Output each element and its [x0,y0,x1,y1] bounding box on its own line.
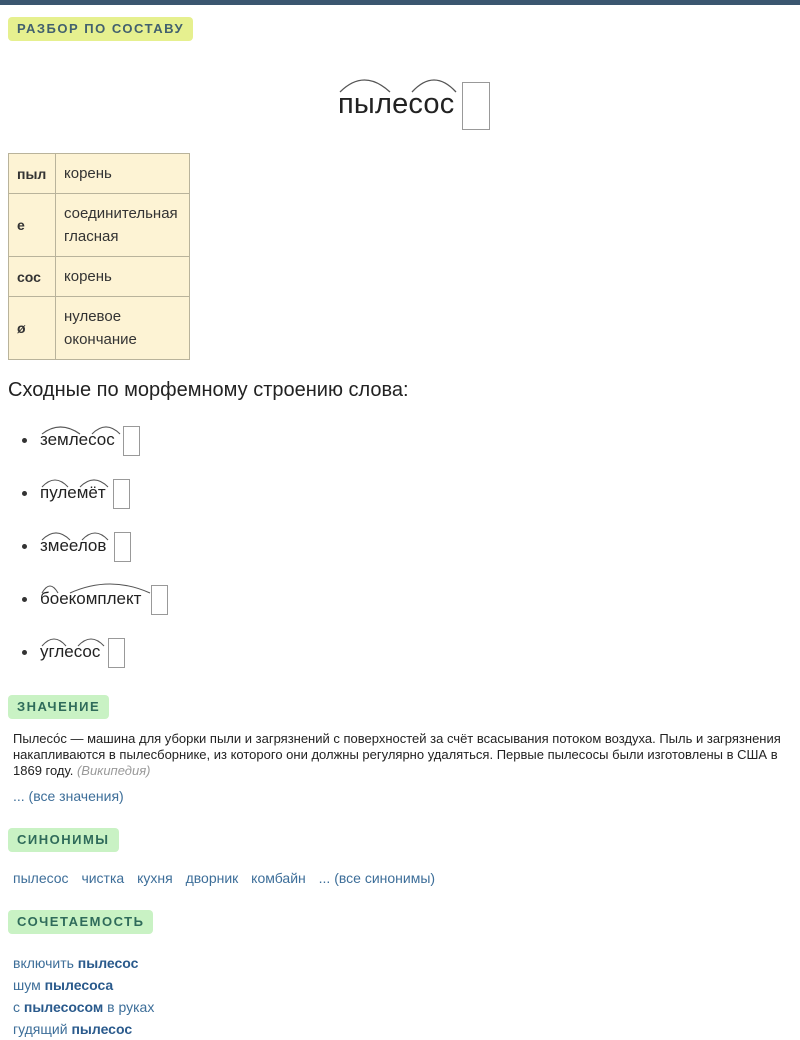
similar-word: пулемёт [40,483,106,502]
table-row [9,154,190,194]
null-ending-box [151,585,168,615]
meaning-source: (Википедия) [76,763,151,778]
morpheme-type: корень [56,257,190,297]
similar-word: углесос [40,642,101,661]
morpheme-type: нулевое окончание [56,297,190,360]
morpheme-part: ø [9,297,56,360]
collocation-post: в руках [103,999,155,1015]
similar-word: змеелов [40,536,107,555]
table-row [9,297,190,360]
bullet-icon [22,438,27,443]
morpheme-part: пыл [9,154,56,194]
bullet-icon [22,491,27,496]
collocation-item[interactable] [13,996,154,1018]
collocation-pre: гудящий [13,1021,72,1037]
collocations-badge: СОЧЕТАЕМОСТЬ [8,910,153,934]
meaning-text [13,731,800,779]
morpheme-part: сос [9,257,56,297]
meaning-badge: ЗНАЧЕНИЕ [8,695,109,719]
collocation-item[interactable] [13,974,154,996]
null-ending-box [108,638,125,668]
bullet-icon [22,650,27,655]
collocation-keyword: пылесоса [44,977,114,993]
top-bar [0,0,800,5]
collocation-pre: с [13,999,24,1015]
synonyms-list [13,870,444,886]
collocation-item[interactable] [13,1018,154,1040]
main-word-analysis [338,70,498,134]
collocation-pre: шум [13,977,45,993]
synonym-link[interactable]: чистка [81,870,125,886]
collocation-keyword: пылесос [71,1021,133,1037]
main-word-text: пылесос [338,88,455,120]
similar-word: землесос [40,430,115,449]
synonym-link[interactable]: кухня [137,870,173,886]
synonym-link[interactable]: дворник [185,870,239,886]
synonyms-badge: СИНОНИМЫ [8,828,119,852]
null-ending-box [123,426,140,456]
collocations-list [13,952,154,1040]
null-ending-box [113,479,130,509]
morpheme-part: е [9,194,56,257]
null-ending-box [462,82,490,130]
bullet-icon [22,544,27,549]
synonym-link[interactable]: комбайн [251,870,306,886]
morpheme-type: соединительная гласная [56,194,190,257]
morpheme-type: корень [56,154,190,194]
null-ending-box [114,532,131,562]
composition-badge: РАЗБОР ПО СОСТАВУ [8,17,193,41]
synonym-link[interactable]: пылесос [13,870,69,886]
table-row [9,257,190,297]
collocation-keyword: пылесос [77,955,139,971]
table-row [9,194,190,257]
collocation-keyword: пылесосом [23,999,104,1015]
similar-words-title: Сходные по морфемному строению слова: [8,379,409,401]
morpheme-table [8,153,190,360]
bullet-icon [22,597,27,602]
meaning-definition: Пылесо́с — машина для уборки пыли и загрязнений с поверхностей за счёт всасывания потоком воздуха. Пыль и загрязнения накапливаются в пылесборнике, из которого они должны регулярно удаляться. Первые пылесосы были изготовлены в США в 1869 году. [13,731,781,778]
collocation-pre: включить [13,955,78,971]
similar-word: боекомплект [40,589,142,608]
collocation-item[interactable] [13,952,154,974]
all-meanings-link[interactable]: ... (все значения) [13,788,124,804]
all-synonyms-link[interactable]: ... (все синонимы) [318,870,436,886]
